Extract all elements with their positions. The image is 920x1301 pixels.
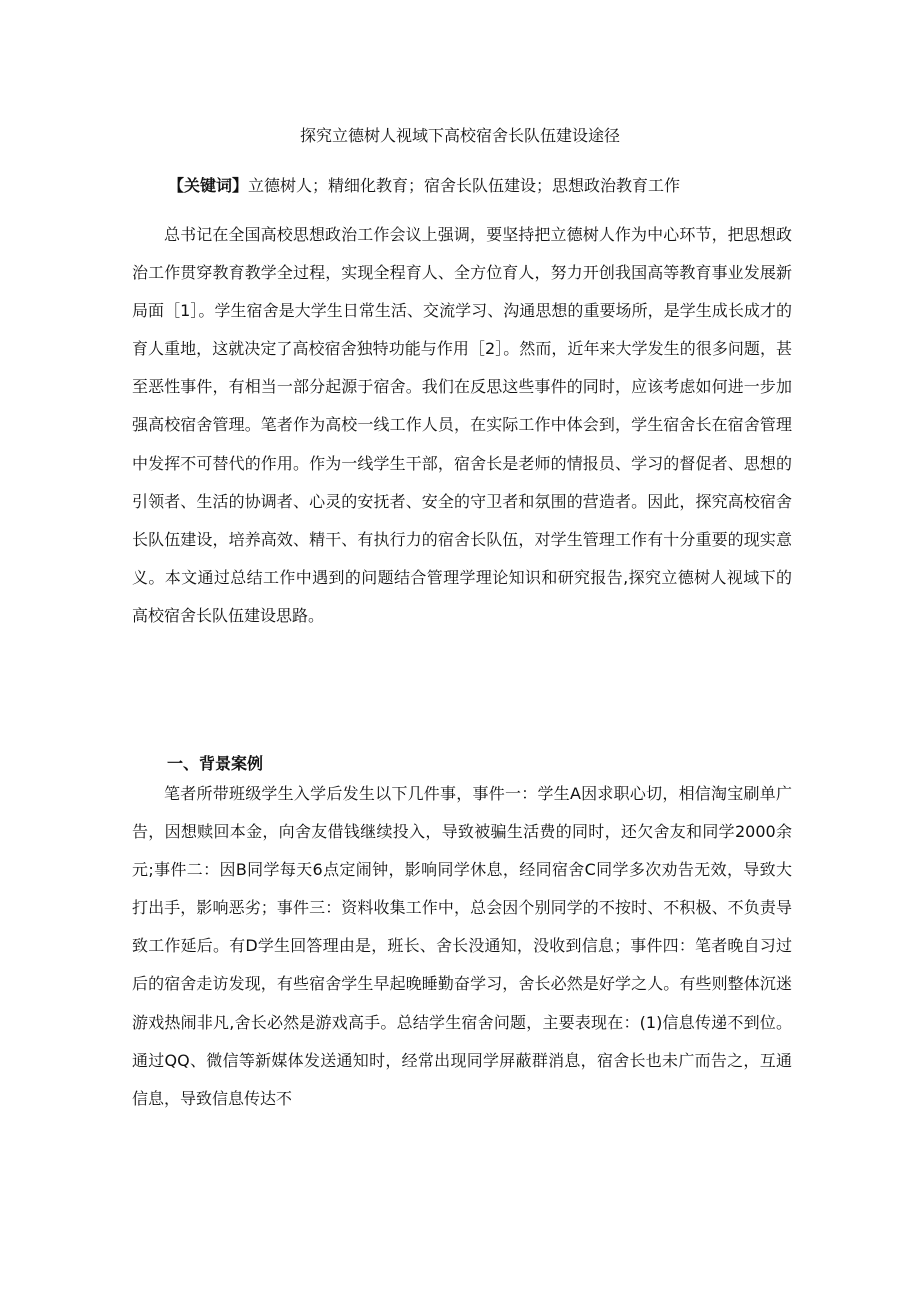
- document-title: 探究立德树人视域下高校宿舍长队伍建设途径: [299, 126, 620, 145]
- keywords-label: 【关键词】: [168, 176, 249, 195]
- intro-paragraph: 总书记在全国高校思想政治工作会议上强调，要坚持把立德树人作为中心环节，把思想政治工作贯穿教育教学全过程，实现全程育人、全方位育人，努力开创我国高等教育事业发展新局面［1］。学生宿舍是大学生日常生活、交流学习、沟通思想的重要场所，是学生成长成才的育人重地，这就决定了高校宿舍独特功能与作用［2］。然而，近年来大学发生的很多问题，甚至恶性事件，有相当一部分起源于宿舍。我们在反思这些事件的同时，应该考虑如何进一步加强高校宿舍管理。笔者作为高校一线工作人员，在实际工作中体会到，学生宿舍长在宿舍管理中发挥不可替代的作用。作为一线学生干部，宿舍长是老师的情报员、学习的督促者、思想的引领者、生活的协调者、心灵的安抚者、安全的守卫者和氛围的营造者。因此，探究高校宿舍长队伍建设，培养高效、精干、有执行力的宿舍长队伍，对学生管理工作有十分重要的现实意义。本文通过总结工作中遇到的问题结合管理学理论知识和研究报告,探究立德树人视域下的高校宿舍长队伍建设思路。: [132, 225, 792, 625]
- keywords-line: [168, 174, 808, 198]
- section-heading: 一、背景案例: [167, 754, 264, 773]
- background-paragraph: 笔者所带班级学生入学后发生以下几件事，事件一：学生A因求职心切，相信淘宝刷单广告，因想赎回本金，向舍友借钱继续投入，导致被骗生活费的同时，还欠舍友和同学2000余元;事件二：因B同学每天6点定闹钟，影响同学休息，经同宿舍C同学多次劝告无效，导致大打出手，影响恶劣；事件三：资料收集工作中，总会因个别同学的不按时、不积极、不负责导致工作延后。有D学生回答理由是，班长、舍长没通知，没收到信息；事件四：笔者晚自习过后的宿舍走访发现，有些宿舍学生早起晚睡勤奋学习，舍长必然是好学之人。有些则整体沉迷游戏热闹非凡,舍长必然是游戏高手。总结学生宿舍问题，主要表现在：(1)信息传递不到位。通过QQ、微信等新媒体发送通知时，经常出现同学屏蔽群消息，宿舍长也未广而告之，互通信息，导致信息传达不: [132, 784, 792, 1108]
- keywords-text: 立德树人；精细化教育；宿舍长队伍建设；思想政治教育工作: [248, 176, 681, 195]
